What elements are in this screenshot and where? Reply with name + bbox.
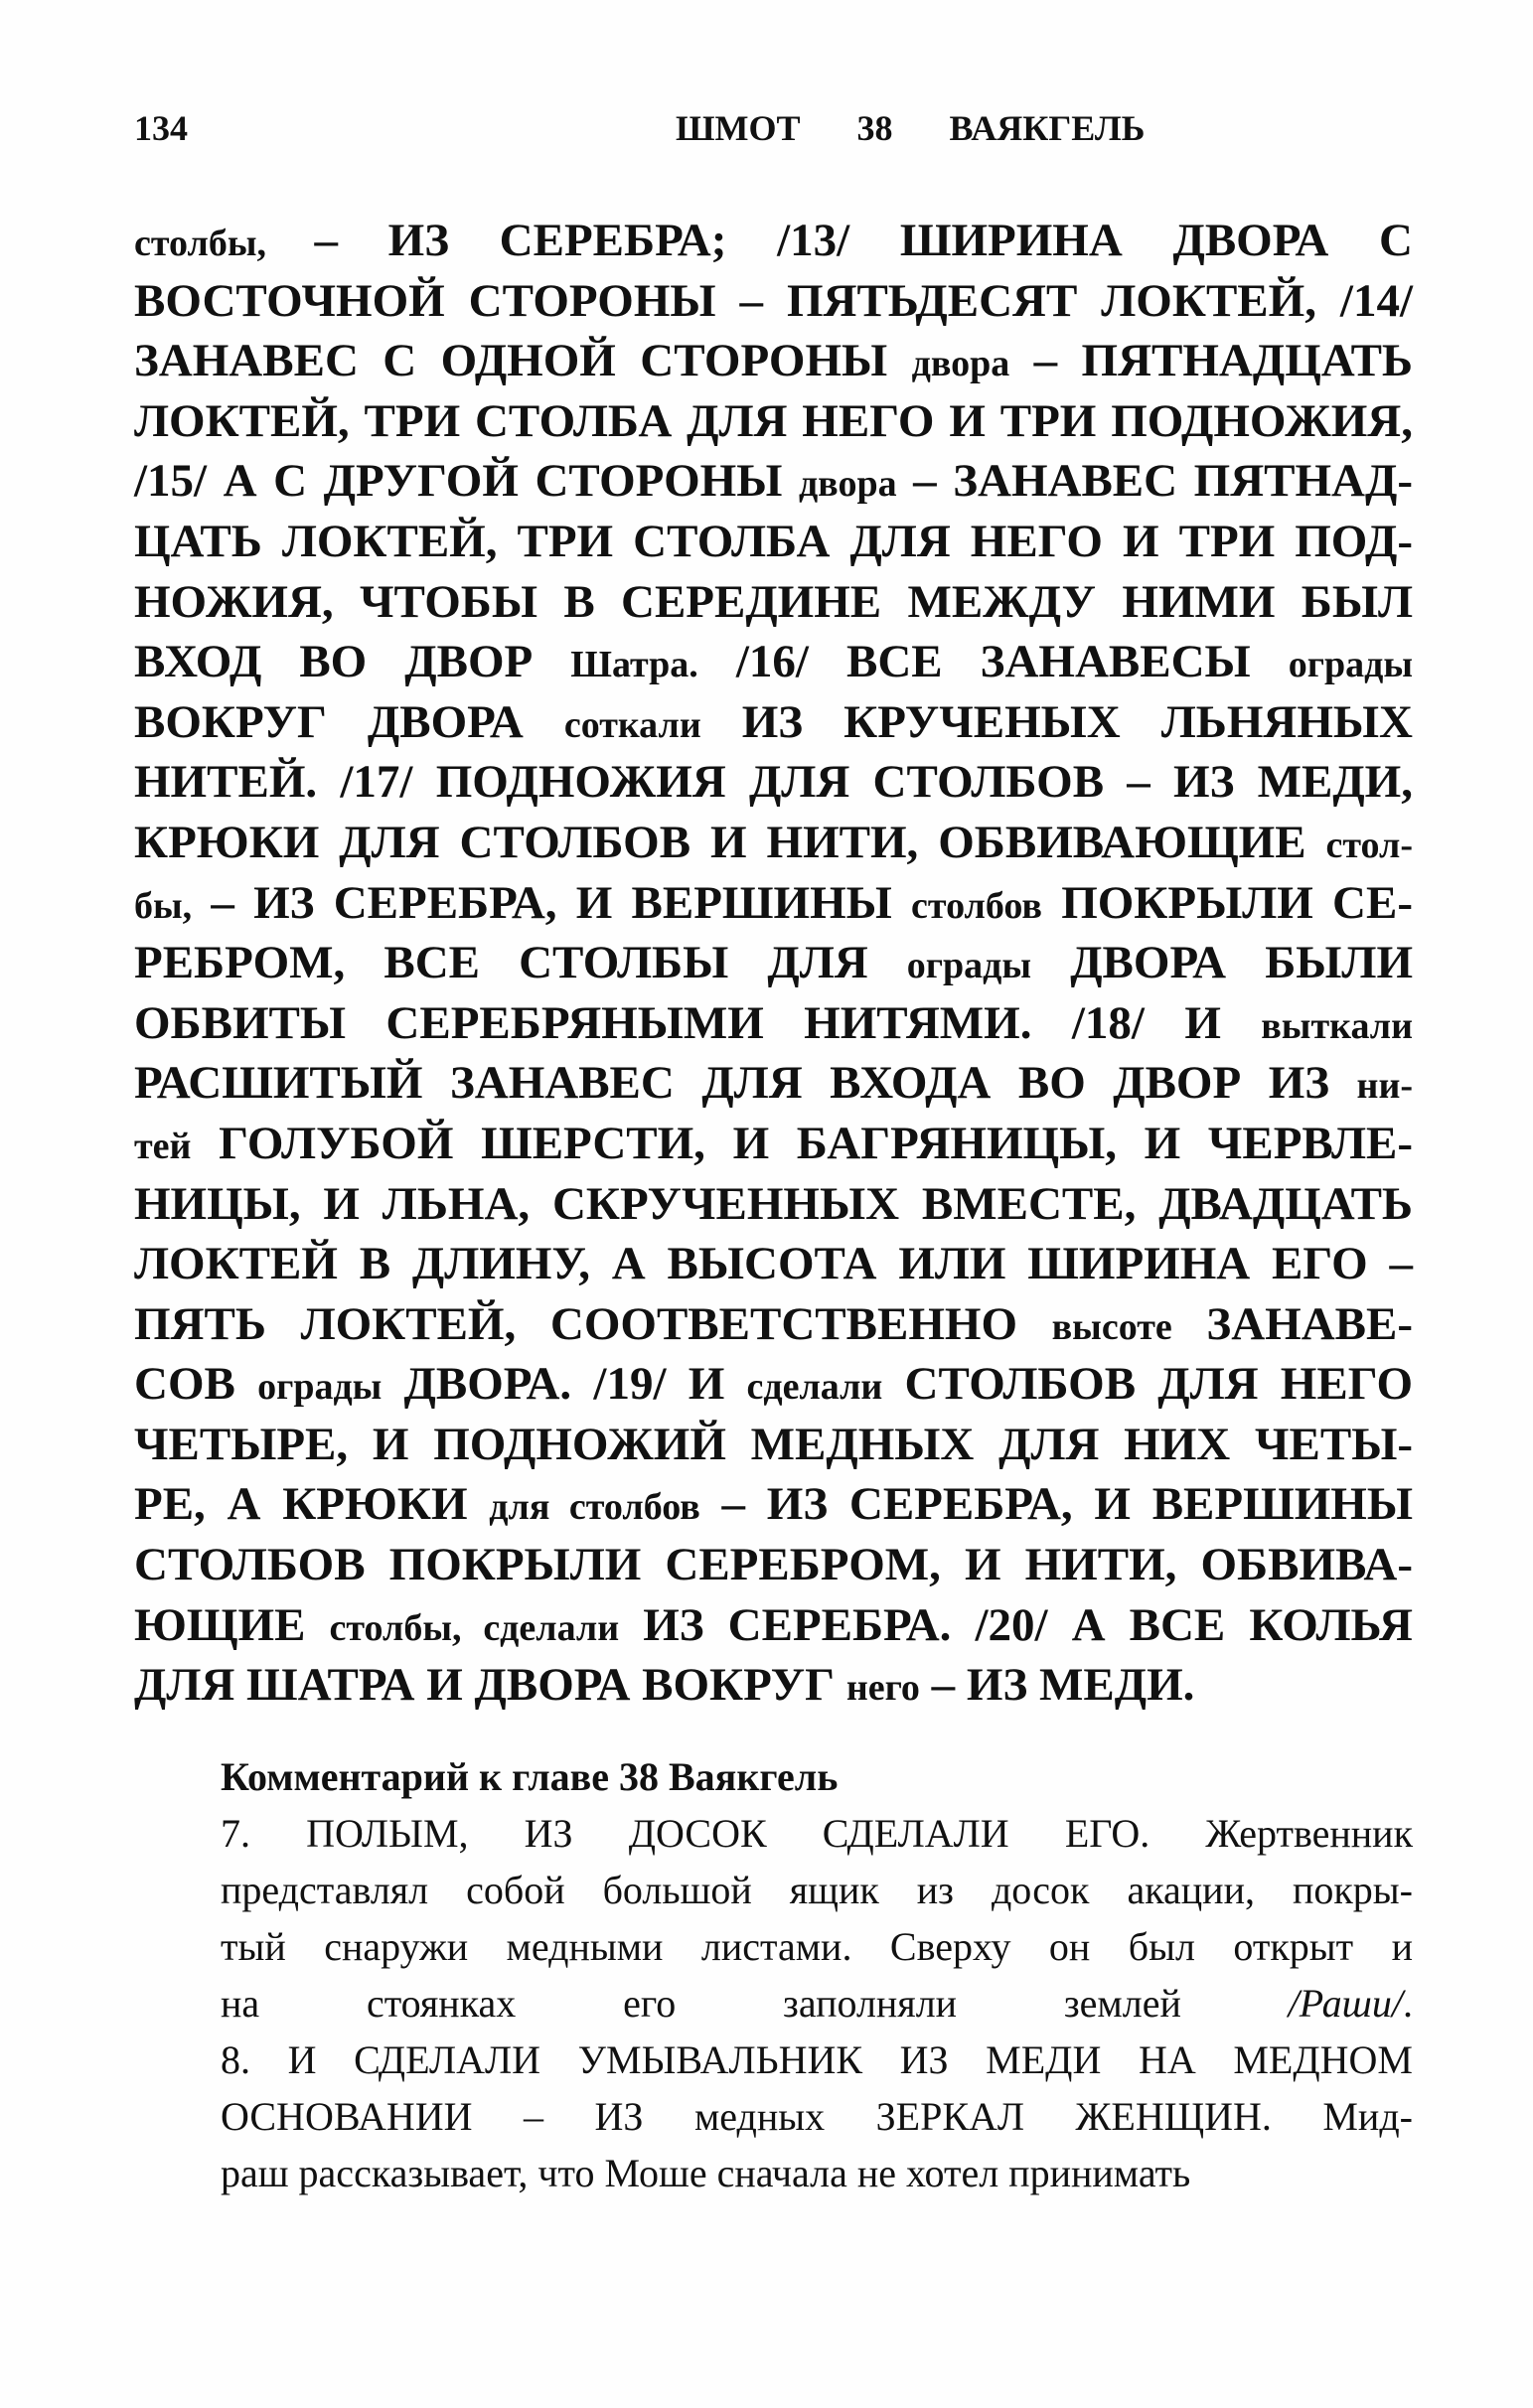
text-segment: ни- (1356, 1065, 1413, 1108)
text-segment: РЕ, А КРЮКИ (134, 1478, 490, 1531)
text-segment: ГОЛУБОЙ ШЕРСТИ, И БАГРЯНИЦЫ, И ЧЕРВЛЕ- (191, 1117, 1413, 1169)
text-line (134, 632, 1413, 692)
main-text-block (134, 211, 1413, 1716)
text-line (134, 1234, 1413, 1294)
commentary-line (221, 2032, 1413, 2088)
commentary-body (221, 1805, 1413, 2201)
commentary-line (221, 2145, 1413, 2201)
text-line (134, 271, 1413, 332)
text-line (134, 451, 1413, 512)
text-segment: ДЛЯ ШАТРА И ДВОРА ВОКРУГ (134, 1659, 846, 1712)
commentary-section (221, 1748, 1413, 2201)
text-segment: для столбов (489, 1486, 700, 1529)
text-segment: НИЦЫ, И ЛЬНА, СКРУЧЕННЫХ ВМЕСТЕ, ДВАДЦАТЬ (134, 1177, 1413, 1230)
text-segment: ЧЕТЫРЕ, И ПОДНОЖИЙ МЕДНЫХ ДЛЯ НИХ ЧЕТЫ- (134, 1418, 1413, 1470)
text-segment: – ИЗ МЕДИ. (919, 1659, 1195, 1712)
text-segment: – ИЗ СЕРЕБРА; /13/ ШИРИНА ДВОРА С (314, 215, 1413, 266)
text-segment: СТОЛБОВ ДЛЯ НЕГО (882, 1358, 1413, 1411)
text-segment: раш рассказывает, что Моше сначала не хотел принимать (221, 2151, 1191, 2195)
text-segment: – ПЯТНАДЦАТЬ (1009, 335, 1413, 387)
text-segment: РАСШИТЫЙ ЗАНАВЕС ДЛЯ ВХОДА ВО ДВОР ИЗ (134, 1057, 1357, 1110)
commentary-line (221, 1805, 1413, 1862)
text-segment: СТОЛБОВ ПОКРЫЛИ СЕРЕБРОМ, И НИТИ, ОБВИВА- (134, 1539, 1413, 1591)
text-line (134, 572, 1413, 633)
text-line (134, 211, 1413, 271)
text-segment: ограды (1288, 644, 1414, 686)
text-line (134, 1655, 1413, 1716)
book-name: ШМОТ (676, 108, 801, 148)
text-segment: НОЖИЯ, ЧТОБЫ В СЕРЕДИНЕ МЕЖДУ НИМИ БЫЛ (134, 575, 1413, 628)
parasha-name: ВАЯКГЕЛЬ (949, 108, 1146, 148)
text-segment: ЗАНАВЕ- (1171, 1297, 1413, 1350)
text-segment: ИЗ СЕРЕБРА. /20/ А ВСЕ КОЛЬЯ (619, 1598, 1413, 1651)
text-segment: ПОКРЫЛИ СЕ- (1041, 876, 1413, 929)
commentary-line (221, 1975, 1413, 2032)
text-segment: столбов (911, 884, 1042, 927)
text-segment: на стоянках его заполняли землей (221, 1981, 1289, 2026)
text-segment: ИЗ КРУЧЕНЫХ ЛЬНЯНЫХ (700, 695, 1413, 748)
text-segment: /15/ А С ДРУГОЙ СТОРОНЫ (134, 455, 799, 508)
text-segment: столбы, сделали (329, 1606, 620, 1649)
text-segment: /16/ ВСЕ ЗАНАВЕСЫ (697, 636, 1289, 688)
text-line (134, 1174, 1413, 1235)
commentary-line (221, 2088, 1413, 2145)
text-segment: сделали (746, 1366, 883, 1409)
text-segment: ОБВИТЫ СЕРЕБРЯНЫМИ НИТЯМИ. /18/ И (134, 996, 1262, 1049)
text-line (134, 692, 1413, 753)
text-line (134, 331, 1413, 391)
commentary-line (221, 1862, 1413, 1918)
running-title (676, 107, 1145, 149)
text-line (134, 752, 1413, 813)
text-segment: тей (134, 1125, 192, 1167)
text-segment: бы, (134, 884, 193, 927)
commentary-line (221, 1918, 1413, 1975)
text-segment: – ИЗ СЕРЕБРА, И ВЕРШИНЫ (192, 876, 912, 929)
text-segment: стол- (1325, 824, 1413, 866)
text-line (134, 1294, 1413, 1355)
text-segment: ЦАТЬ ЛОКТЕЙ, ТРИ СТОЛБА ДЛЯ НЕГО И ТРИ ПОД- (134, 515, 1413, 567)
text-segment: ОСНОВАНИИ – ИЗ медных ЗЕРКАЛ ЖЕНЩИН. Мид- (221, 2094, 1413, 2139)
text-segment: двора (798, 463, 897, 506)
chapter-number: 38 (856, 108, 893, 148)
text-segment: представлял собой большой ящик из досок акации, покры- (221, 1868, 1413, 1912)
text-segment: него (845, 1667, 920, 1710)
text-segment: столбы, (134, 223, 315, 264)
text-segment: ЛОКТЕЙ В ДЛИНУ, А ВЫСОТА ИЛИ ШИРИНА ЕГО – (134, 1238, 1413, 1290)
text-line (134, 1595, 1413, 1656)
text-segment: ограды (906, 945, 1032, 987)
text-segment: . (1403, 1981, 1413, 2026)
text-line (134, 933, 1413, 993)
text-segment: ВОСТОЧНОЙ СТОРОНЫ – ПЯТЬДЕСЯТ ЛОКТЕЙ, /14/ (134, 274, 1413, 327)
text-segment: ДВОРА БЫЛИ (1031, 937, 1414, 989)
text-line (134, 873, 1413, 934)
text-segment: 7. ПОЛЫМ, ИЗ ДОСОК СДЕЛАЛИ ЕГО. Жертвенник (221, 1811, 1413, 1856)
text-segment: выткали (1261, 1004, 1413, 1047)
text-line (134, 813, 1413, 873)
text-segment: СОВ (134, 1358, 258, 1411)
text-segment: ЗАНАВЕС С ОДНОЙ СТОРОНЫ (134, 335, 912, 387)
commentary-title: Комментарий к главе 38 Ваякгель (221, 1754, 839, 1799)
text-line (134, 391, 1413, 452)
text-line (134, 1474, 1413, 1535)
text-line (134, 1415, 1413, 1475)
text-segment: /Раши/ (1288, 1981, 1403, 2026)
text-segment: КРЮКИ ДЛЯ СТОЛБОВ И НИТИ, ОБВИВАЮЩИЕ (134, 816, 1326, 868)
running-head (134, 107, 1413, 157)
text-segment: Шатра. (570, 644, 698, 686)
text-segment: тый снаружи медными листами. Сверху он был открыт и (221, 1924, 1413, 1969)
text-segment: – ИЗ СЕРЕБРА, И ВЕРШИНЫ (699, 1478, 1413, 1531)
text-segment: 8. И СДЕЛАЛИ УМЫВАЛЬНИК ИЗ МЕДИ НА МЕДНОМ (221, 2037, 1413, 2082)
text-segment: ДВОРА. /19/ И (382, 1358, 747, 1411)
text-segment: НИТЕЙ. /17/ ПОДНОЖИЯ ДЛЯ СТОЛБОВ – ИЗ МЕДИ, (134, 756, 1413, 809)
text-line (134, 1354, 1413, 1415)
text-line (134, 993, 1413, 1054)
text-segment: ЮЩИЕ (134, 1598, 330, 1651)
text-segment: РЕБРОМ, ВСЕ СТОЛБЫ ДЛЯ (134, 937, 907, 989)
text-segment: ЛОКТЕЙ, ТРИ СТОЛБА ДЛЯ НЕГО И ТРИ ПОДНОЖИЯ, (134, 394, 1413, 447)
text-segment: ПЯТЬ ЛОКТЕЙ, СООТВЕТСТВЕННО (134, 1297, 1052, 1350)
text-segment: ВОКРУГ ДВОРА (134, 695, 564, 748)
text-segment: – ЗАНАВЕС ПЯТНАД- (896, 455, 1413, 508)
text-line (134, 512, 1413, 572)
text-segment: ограды (257, 1366, 383, 1409)
text-segment: ВХОД ВО ДВОР (134, 636, 571, 688)
text-segment: соткали (563, 703, 701, 746)
text-segment: высоте (1051, 1305, 1172, 1348)
text-line (134, 1114, 1413, 1174)
text-line (134, 1053, 1413, 1114)
text-segment: двора (911, 343, 1010, 385)
text-line (134, 1535, 1413, 1595)
page-number: 134 (134, 108, 188, 148)
